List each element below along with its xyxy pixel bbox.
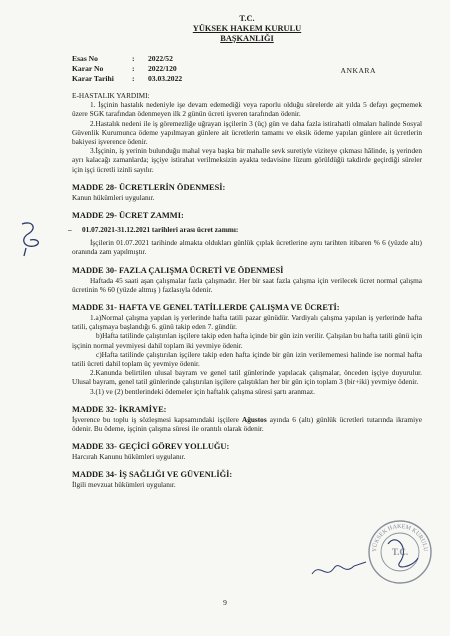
madde-31-paragraph-1a: 1.a)Normal çalışma yapılan iş yerlerinde hafta tatili pazar günüdür. Vardiyalı çalışma yapılan iş yerlerinde hafta tatili, çalışmaya başlandığı 6. günü takip eden 7. gündür. xyxy=(72,313,422,332)
section-ehastalik xyxy=(72,91,422,174)
madde-32-title: MADDE 32- İKRAMİYE: xyxy=(72,404,167,414)
madde-34-text: İlgili mevzuat hükümleri uygulanır. xyxy=(72,480,176,490)
meta-colon: : xyxy=(132,74,135,83)
section-madde-32 xyxy=(72,405,422,433)
case-meta xyxy=(72,54,422,84)
madde-31-paragraph-1b: b)Hafta tatilinde çalıştırılan işçilere takip eden hafta içinde bir gün izin verilir. Çalışılan bu hafta tatili günü için işçinin normal yevmiyesi dahil toplam iki yevmiye ödenir. xyxy=(72,331,422,350)
meta-tarih-label: Karar Tarihi xyxy=(72,74,114,83)
madde-29-period-text: 01.07.2021-31.12.2021 tarihleri arası ücret zammı: xyxy=(82,225,239,235)
ehastalik-heading: E-HASTALIK YARDIMI: xyxy=(72,91,150,100)
madde-31-paragraph-3: 3.(1) ve (2) bentlerindeki ödemeler için haftalık çalışma süresi şartı aranmaz. xyxy=(90,386,315,396)
header-tc: T.C. xyxy=(239,14,255,23)
section-madde-30 xyxy=(72,266,422,294)
madde-32-text xyxy=(72,415,422,433)
meta-row-esas xyxy=(72,54,422,64)
ehastalik-paragraph-3: 3.İşçinin, iş yerinin bulunduğu mahal veya başka bir mahalle sevk suretiyle viziteye çıkması hâlinde, iş yerinden ayrı kalacağı zamanlarda; işçiye istirahat verilmeksizin ayakta tedavisine lüzum görüldüğü takdirde geçirdiği süreler için işçi ücretli izinli sayılır. xyxy=(72,146,422,174)
section-madde-33 xyxy=(72,442,422,461)
ehastalik-paragraph-2: 2.Hastalık nedeni ile iş göremezliğe uğrayan işçilerin 3 (üç) gün ve daha fazla istirahatli olmaları halinde Sosyal Güvenlik Kurumunca ödeme yapılmayan günlere ait ücretlerin tamamı ve eksik ödeme yapılan günlere ait ücretlerin bakiyesi işverence ödenir. xyxy=(72,118,422,147)
ehastalik-paragraph-1: 1. İşçinin hastalık nedeniyle işe devam edemediği veya raporlu olduğu sürelerde ait yılda 5 defayı geçmemek üzere SGK tarafından ödenmeyen ilk 2 günün ücreti işveren tarafından ödenir. xyxy=(72,100,422,119)
section-madde-29 xyxy=(68,211,422,257)
handwritten-signature-mid xyxy=(310,558,370,582)
madde-30-text: Haftada 45 saati aşan çalışmalar fazla çalışmadır. Her bir saat fazla çalışma için verilecek ücret normal çalışma ücretinin % 60 (yüzde altmış ) fazlasıyla ödenir. xyxy=(72,275,422,294)
page-number: 9 xyxy=(223,598,227,607)
madde-31-paragraph-1c: c)Hafta tatilinde çalıştırılan işçilere takip eden hafta içinde bir gün izin verilememesi halinde ise normal hafta tatili ücreti dahil toplam üç yevmiye ödenir. xyxy=(72,349,422,369)
madde-31-title: MADDE 31- HAFTA VE GENEL TATİLLERDE ÇALIŞMA VE ÜCRETİ: xyxy=(72,303,340,313)
section-madde-28 xyxy=(72,183,422,202)
madde-31-paragraph-2: 2.Kanunda belirtilen ulusal bayram ve genel tatil günlerinde yapılacak çalışmalar, önceden işçiye duyurulur. Ulusal bayram, genel tatil günlerinde çalıştırılan işçilere çalıştıkları her bir gün için toplam 3 (bir+iki) yevmiye ödenir. xyxy=(72,368,422,387)
header-office: BAŞKANLIĞI xyxy=(220,34,274,43)
meta-colon: : xyxy=(132,64,135,73)
madde-30-title: MADDE 30- FAZLA ÇALIŞMA ÜCRETİ VE ÖDENMESİ xyxy=(72,265,284,275)
handwritten-signature-left xyxy=(12,218,52,258)
madde-29-text: İşçilerin 01.07.2021 tarihinde almakta oldukları günlük çıplak ücretlerine aynı tarihten itibaren % 6 (yüzde altı) oranında zam yapılmıştır. xyxy=(72,238,422,257)
madde-34-title: MADDE 34- İŞ SAĞLIĞI VE GÜVENLİĞİ: xyxy=(72,470,233,480)
madde-32-text-b: ayında 6 (altı) günlük ücretleri tutarında ikramiye ödenir. Bu ödeme, işçinin çalışma süresi ile orantılı olarak ödenir. xyxy=(72,414,422,434)
madde-33-text: Harcırah Kanunu hükümleri uygulanır. xyxy=(72,452,186,462)
document-header xyxy=(72,14,422,44)
meta-esas-label: Esas No xyxy=(72,54,98,63)
meta-tarih-value: 03.03.2022 xyxy=(148,74,183,83)
header-institution: YÜKSEK HAKEM KURULU xyxy=(192,24,302,33)
madde-32-month: Ağustos xyxy=(241,414,267,424)
madde-29-title: MADDE 29- ÜCRET ZAMMI: xyxy=(72,211,184,221)
madde-33-title: MADDE 33- GEÇİCİ GÖREV YOLLUĞU: xyxy=(72,442,230,452)
stamp-ring-text: YÜKSEK HAKEM KURULU xyxy=(371,523,429,553)
meta-karar-value: 2022/120 xyxy=(148,64,177,73)
section-madde-31 xyxy=(72,303,422,396)
madde-29-dash: – xyxy=(68,225,72,235)
meta-esas-value: 2022/52 xyxy=(148,54,173,63)
section-madde-34 xyxy=(72,470,422,489)
official-seal-stamp xyxy=(366,518,434,586)
stamp-center-text: T.C. xyxy=(391,547,409,557)
madde-28-title: MADDE 28- ÜCRETLERİN ÖDENMESİ: xyxy=(72,182,226,192)
madde-32-text-a: İşverence bu toplu iş sözleşmesi kapsamındaki işçilere xyxy=(72,414,242,424)
meta-city: ANKARA xyxy=(340,66,376,75)
madde-29-period xyxy=(68,225,422,235)
meta-karar-label: Karar No xyxy=(72,64,104,73)
meta-colon: : xyxy=(132,54,135,63)
madde-28-text: Kanun hükümleri uygulanır. xyxy=(72,192,155,202)
